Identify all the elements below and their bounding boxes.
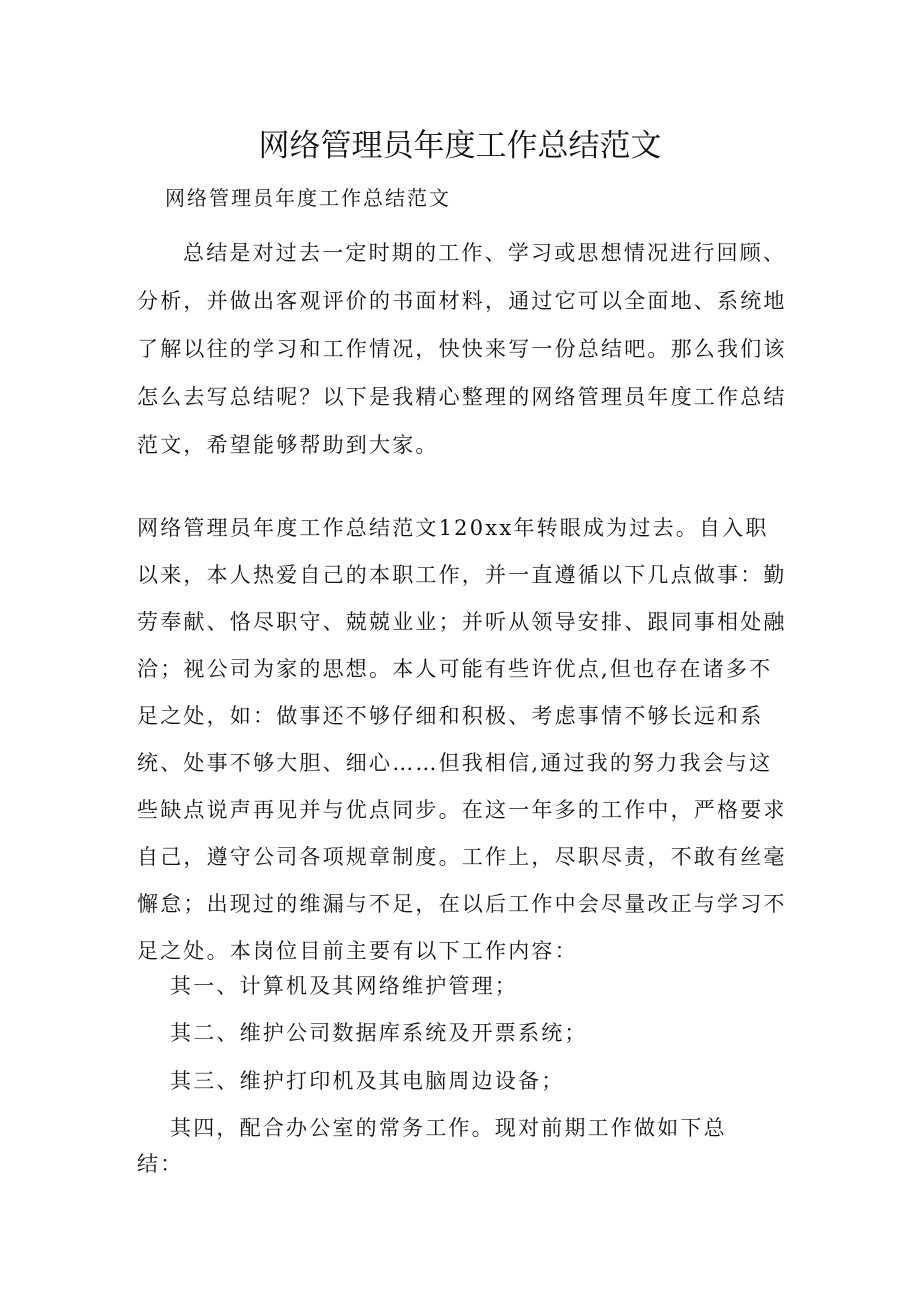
work-item-1: 其一、计算机及其网络维护管理； [170,974,518,998]
document-title: 网络管理员年度工作总结范文 [258,128,662,164]
work-item-2: 其二、维护公司数据库系统及开票系统； [170,1021,588,1045]
tail-text: 结： [137,1152,184,1176]
document-subtitle: 网络管理员年度工作总结范文 [165,186,451,210]
main-paragraph: 网络管理员年度工作总结范文120xx年转眼成为过去。自入职以来，本人热爱自己的本职工作，并一直遵循以下几点做事：勤劳奉献、恪尽职守、兢兢业业；并听从领导安排、跟同事相处融洽；视公司为家的思想。本人可能有些许优点,但也存在诸多不足之处，如：做事还不够仔细和积极、考虑事情不够长远和系统、处事不够大胆、细心……但我相信,通过我的努力我会与这些缺点说声再见并与优点同步。在这一年多的工作中，严格要求自己，遵守公司各项规章制度。工作上，尽职尽责，不敢有丝毫懈怠；出现过的维漏与不足，在以后工作中会尽量改正与学习不足之处。本岗位目前主要有以下工作内容： [137,516,787,963]
work-item-4: 其四，配合办公室的常务工作。现对前期工作做如下总 [170,1116,727,1140]
intro-paragraph: 总结是对过去一定时期的工作、学习或思想情况进行回顾、分析，并做出客观评价的书面材料，通过它可以全面地、系统地了解以往的学习和工作情况，快快来写一份总结吧。那么我们该怎么去写总结呢？以下是我精心整理的网络管理员年度工作总结范文，希望能够帮助到大家。 [137,241,787,457]
work-item-3: 其三、维护打印机及其电脑周边设备； [170,1069,565,1093]
